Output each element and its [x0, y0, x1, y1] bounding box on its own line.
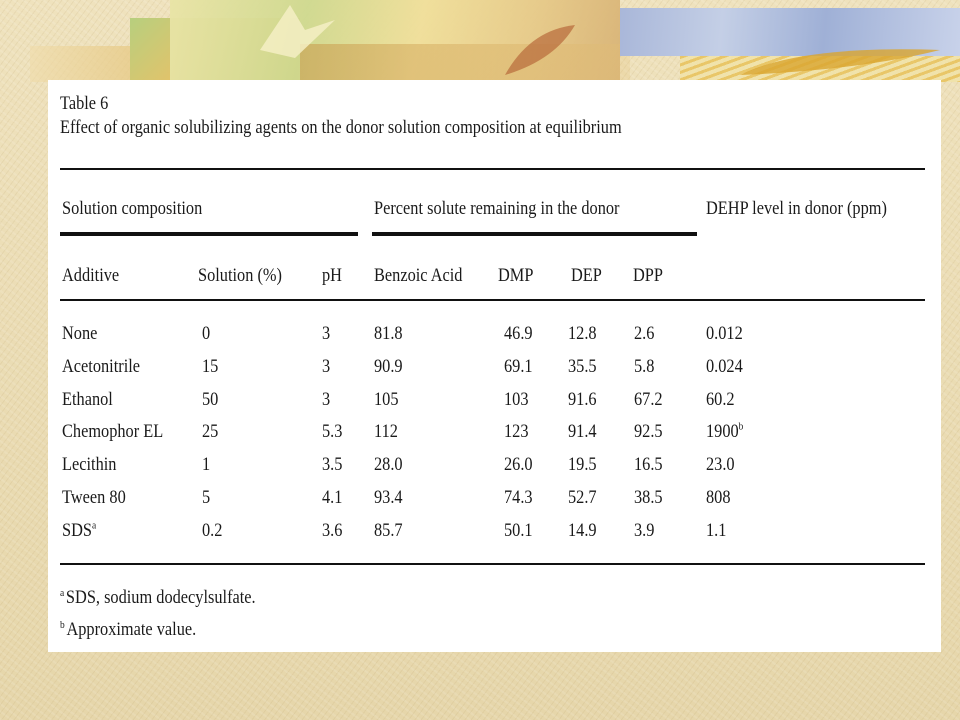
cell-value: Ethanol [62, 388, 113, 410]
cell-value: 12.8 [568, 323, 597, 344]
table-cell-ph [322, 322, 330, 346]
cell-value: 52.7 [568, 487, 597, 508]
footnote-mark: a [60, 586, 65, 599]
cell-value: 23.0 [706, 454, 735, 476]
table-cell-ph [322, 420, 342, 444]
cell-value: 3 [322, 388, 331, 410]
table-cell-dpp [634, 322, 654, 346]
table-cell-dep [568, 453, 597, 477]
cell-value: 50.1 [504, 519, 533, 541]
table-bottom-rule [60, 563, 925, 565]
table-cell-dpp [634, 388, 663, 412]
cell-value: 3.6 [322, 519, 343, 541]
cell-value: Lecithin [62, 454, 117, 476]
group-rule-solution [60, 232, 358, 236]
cell-value: 1.1 [706, 519, 727, 541]
table-cell-dpp [634, 519, 654, 543]
table-cell-dep [568, 486, 597, 510]
table-caption: Effect of organic solubilizing agents on the donor solution composition at equilibrium [60, 117, 622, 138]
table-cell-benzoic [374, 355, 403, 379]
group-header-dehp: DEHP level in donor (ppm) [706, 198, 887, 219]
cell-value: 0.012 [706, 323, 743, 344]
table-cell-dmp [504, 486, 533, 510]
table-cell-dehp [706, 453, 735, 477]
cell-value: Acetonitrile [62, 355, 141, 377]
cell-value: 50 [202, 388, 219, 410]
table-cell-dmp [504, 420, 529, 444]
decorative-banner [0, 0, 960, 82]
table-cell-solution [202, 519, 222, 543]
cell-value: 15 [202, 355, 219, 377]
column-header-dmp: DMP [498, 265, 534, 286]
table-cell-dehp [706, 420, 743, 444]
footnote-reference: b [738, 421, 744, 434]
table-cell-ph [322, 355, 330, 379]
group-rule-percent [372, 232, 697, 236]
table-cell-ph [322, 486, 342, 510]
cell-value: 16.5 [634, 454, 663, 476]
cell-value: 46.9 [504, 323, 533, 344]
table-cell-solution [202, 453, 210, 477]
leaf-icon [740, 40, 940, 80]
table-cell-benzoic [374, 486, 403, 510]
footnote-text: SDS, sodium dodecylsulfate. [65, 587, 256, 608]
cell-value: 3 [322, 323, 331, 344]
group-header-solution: Solution composition [62, 198, 203, 219]
cell-value: 81.8 [374, 323, 403, 344]
column-header-solution: Solution (%) [198, 265, 282, 286]
table-cell-ph [322, 388, 330, 412]
cell-value: 1 [202, 454, 211, 476]
column-header-ph: pH [322, 265, 342, 286]
cell-value: 14.9 [568, 519, 597, 541]
cell-value: 60.2 [706, 388, 735, 410]
table-cell-dep [568, 388, 597, 412]
group-header-percent: Percent solute remaining in the donor [374, 198, 620, 219]
table-cell-additive [62, 355, 140, 379]
cell-value: 0 [202, 323, 211, 344]
table-cell-additive [62, 322, 97, 346]
cell-value: 90.9 [374, 355, 403, 377]
table-cell-benzoic [374, 322, 403, 346]
cell-value: 808 [706, 487, 731, 508]
cell-value: 91.6 [568, 388, 597, 410]
table-cell-dmp [504, 322, 533, 346]
table-cell-dmp [504, 388, 529, 412]
cell-value: Tween 80 [62, 487, 126, 508]
cell-value: 91.4 [568, 421, 597, 443]
cell-value: 35.5 [568, 355, 597, 377]
document-panel [48, 80, 941, 652]
cell-value: SDS [62, 519, 92, 541]
cell-value: 74.3 [504, 487, 533, 508]
cell-value: 5 [202, 487, 211, 508]
table-cell-additive [62, 486, 126, 510]
table-cell-additive [62, 453, 116, 477]
table-cell-benzoic [374, 519, 403, 543]
footnote-b [60, 618, 196, 642]
table-cell-additive [62, 388, 113, 412]
table-cell-additive [62, 420, 163, 444]
cell-value: Chemophor EL [62, 421, 164, 443]
cell-value: 3 [322, 355, 331, 377]
cell-value: 26.0 [504, 454, 533, 476]
table-cell-dehp [706, 519, 726, 543]
table-cell-solution [202, 355, 218, 379]
table-cell-solution [202, 322, 210, 346]
cell-value: 93.4 [374, 487, 403, 508]
table-cell-dmp [504, 519, 533, 543]
column-header-benzoic: Benzoic Acid [374, 265, 463, 286]
cell-value: 25 [202, 421, 219, 443]
column-header-dpp: DPP [633, 265, 663, 286]
table-cell-dehp [706, 388, 735, 412]
table-cell-dep [568, 420, 597, 444]
cell-value: None [62, 323, 98, 344]
column-header-additive: Additive [62, 265, 120, 286]
cell-value: 105 [374, 388, 399, 410]
cell-value: 28.0 [374, 454, 403, 476]
cell-value: 3.9 [634, 519, 655, 541]
cell-value: 38.5 [634, 487, 663, 508]
table-cell-benzoic [374, 420, 398, 444]
cell-value: 19.5 [568, 454, 597, 476]
cell-value: 5.3 [322, 421, 343, 443]
table-cell-dpp [634, 355, 654, 379]
table-cell-dehp [706, 486, 731, 510]
table-cell-dep [568, 519, 597, 543]
cell-value: 67.2 [634, 388, 663, 410]
column-header-dep: DEP [571, 265, 602, 286]
table-cell-benzoic [374, 453, 403, 477]
table-label: Table 6 [60, 93, 109, 114]
cell-value: 2.6 [634, 323, 655, 344]
table-cell-solution [202, 420, 218, 444]
cell-value: 69.1 [504, 355, 533, 377]
cell-value: 103 [504, 388, 529, 410]
table-cell-dep [568, 355, 597, 379]
table-top-rule [60, 168, 925, 170]
table-cell-dpp [634, 420, 663, 444]
footnote-a [60, 586, 256, 610]
table-cell-solution [202, 486, 210, 510]
leaf-icon [500, 20, 580, 80]
table-cell-additive [62, 519, 96, 543]
footnote-text: Approximate value. [66, 619, 197, 640]
table-cell-dep [568, 322, 597, 346]
cell-value: 92.5 [634, 421, 663, 443]
header-bottom-rule [60, 299, 925, 301]
cell-value: 3.5 [322, 454, 343, 476]
cell-value: 85.7 [374, 519, 403, 541]
table-cell-dpp [634, 486, 663, 510]
cell-value: 5.8 [634, 355, 655, 377]
cell-value: 112 [374, 421, 398, 443]
cell-value: 123 [504, 421, 529, 443]
footnote-reference: a [91, 519, 97, 532]
table-cell-benzoic [374, 388, 399, 412]
leaf-icon [250, 0, 340, 60]
cell-value: 0.2 [202, 519, 223, 541]
table-cell-solution [202, 388, 218, 412]
table-cell-dmp [504, 355, 533, 379]
table-cell-dmp [504, 453, 533, 477]
banner-shade-strip [300, 44, 630, 82]
cell-value: 1900 [706, 421, 739, 443]
table-cell-ph [322, 453, 342, 477]
cell-value: 0.024 [706, 355, 743, 377]
cell-value: 4.1 [322, 487, 343, 508]
table-cell-dehp [706, 322, 743, 346]
table-cell-dpp [634, 453, 663, 477]
table-cell-dehp [706, 355, 743, 379]
table-cell-ph [322, 519, 342, 543]
footnote-mark: b [60, 618, 65, 631]
